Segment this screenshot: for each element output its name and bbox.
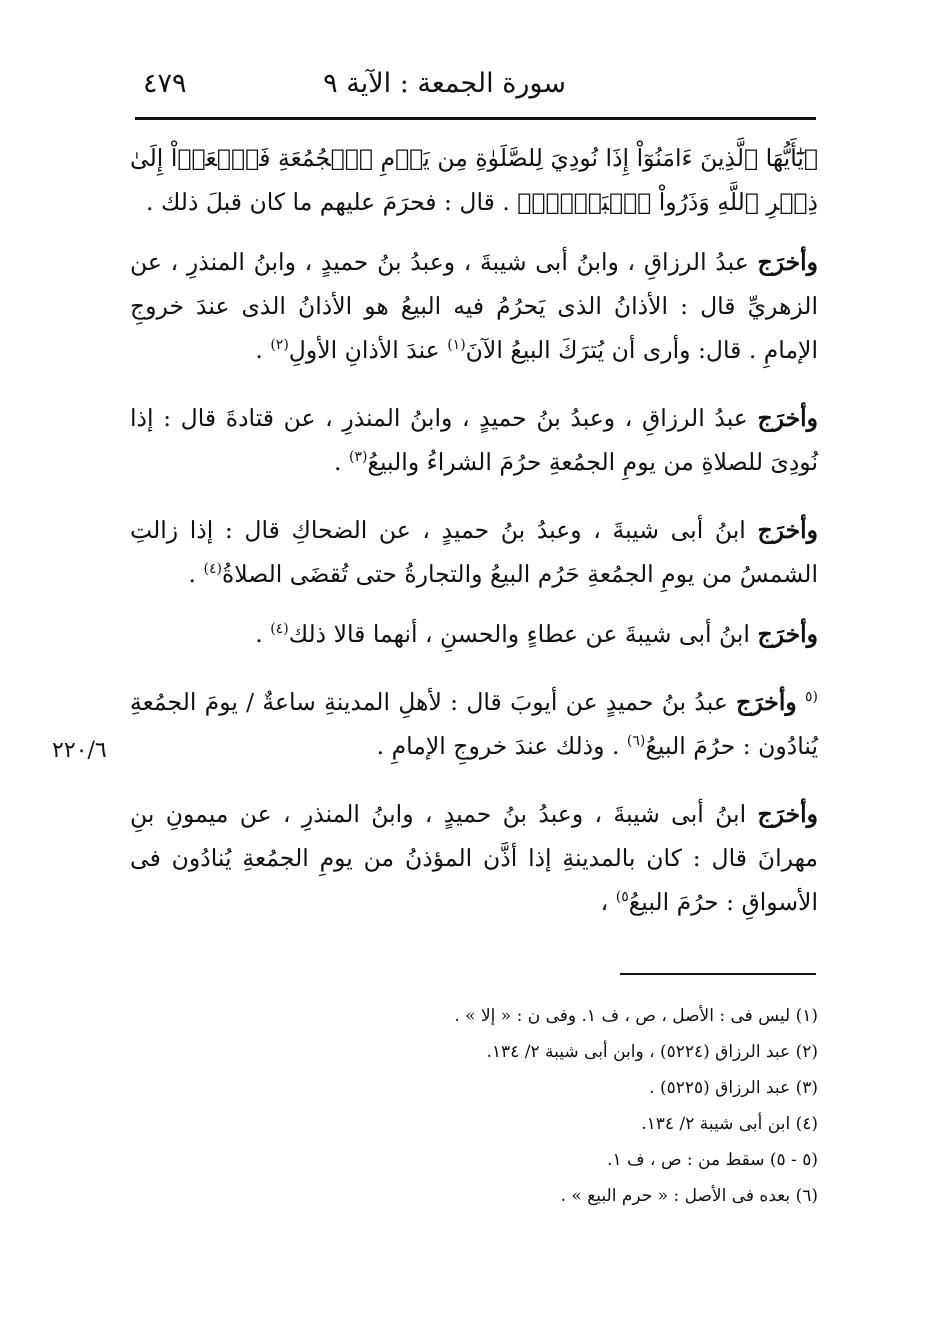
quran-verse-text: ﴿يَٰٓأَيُّهَا ٱلَّذِينَ ءَامَنُوٓاْ إِذَا نُودِيَ لِلصَّلَوٰةِ مِن يَوۡمِ ٱلۡجُمُعَةِ فَٱسۡعَوۡاْ إِلَىٰ ذِكۡرِ ٱللَّهِ وَذَرُواْ ٱلۡبَيۡعَۚ﴾ . قال : فحرَمَ عليهم ما كان قبلَ ذلك . xyxy=(130,144,818,216)
footnote-ref: (١) xyxy=(447,337,466,354)
footnotes xyxy=(300,998,818,1214)
paragraph-text: ابنُ أبى شيبةَ ، وعبدُ بنُ حميدٍ ، وابنُ المنذرِ ، عن ميمونِ بنِ مهرانَ قال : كان بالمدينةِ إذا أذَّن المؤذنُ من يومِ الجمُعةِ يُنادُون فى الأسواقِ : حرُمَ البيعُ xyxy=(130,800,818,916)
paragraph-lead: وأخرَج xyxy=(757,404,818,432)
paragraph-2 xyxy=(130,240,818,372)
paragraph-text: عبدُ الرزاقِ ، وعبدُ بنُ حميدٍ ، وابنُ المنذرِ ، عن قتادةَ قال : إذا نُودِىَ للصلاةِ من يومِ الجمُعةِ حرُمَ الشراءُ والبيعُ xyxy=(130,404,818,476)
paragraph-lead: وأخرَج xyxy=(757,516,818,544)
page-header xyxy=(135,68,816,108)
body-text xyxy=(130,136,818,948)
footnote: (١) ليس فى : الأصل ، ص ، ف ١. وفى ن : « إلا » . xyxy=(454,1006,818,1026)
paragraph-7 xyxy=(130,792,818,924)
paragraph-5 xyxy=(130,612,818,656)
footnote-ref: (٤) xyxy=(203,561,222,578)
footnote: (٤) ابن أبى شيبة ٢/ ١٣٤. xyxy=(641,1114,818,1134)
paragraph-1 xyxy=(130,136,818,224)
paragraph-text: عبدُ الرزاقِ ، وابنُ أبى شيبةَ ، وعبدُ بنُ حميدٍ ، وابنُ المنذرِ ، عن الزهريِّ قال : الأذانُ الذى يَحرُمُ فيه البيعُ هو الأذانُ الذى عندَ خروجِ الإمامِ . قال: وأرى أن يُترَكَ البيعُ الآنَ xyxy=(130,248,818,364)
paragraph-text: عندَ الأذانِ الأولِ xyxy=(288,336,440,364)
paragraph-tail: ، xyxy=(600,888,609,916)
paragraph-text: ابنُ أبى شيبةَ عن عطاءٍ والحسنِ ، أنهما قالا ذلك xyxy=(288,620,750,648)
header-rule xyxy=(135,117,816,120)
footnote: (٢) عبد الرزاق (٥٢٢٤) ، وابن أبى شيبة ٢/ ١٣٤. xyxy=(486,1042,818,1062)
paragraph-tail: . xyxy=(188,560,196,588)
paragraph-text: عبدُ بنُ حميدٍ عن أيوبَ قال : لأهلِ المدينةِ ساعةٌ / يومَ الجمُعةِ يُنادُون : حرُمَ البيعُ xyxy=(130,688,818,760)
footnote-ref: (٣) xyxy=(348,449,368,466)
margin-volume-page-ref: ٢٢٠/٦ xyxy=(52,738,107,763)
page-number: ٤٧٩ xyxy=(143,68,187,99)
footnote-ref: (٤) xyxy=(270,621,289,638)
paragraph-tail: . xyxy=(255,620,263,648)
footnote-rule xyxy=(620,973,816,975)
footnote-ref: (٢) xyxy=(270,337,289,354)
footnote-ref: (٦) xyxy=(626,733,646,750)
footnote: (٦) بعده فى الأصل : « حرم البيع » . xyxy=(560,1186,818,1206)
footnote-ref: ٥) xyxy=(615,889,629,906)
footnote: (٣) عبد الرزاق (٥٢٢٥) . xyxy=(649,1078,818,1098)
paragraph-tail: . xyxy=(255,336,263,364)
paragraph-lead: وأخرَج xyxy=(757,620,818,648)
paragraph-tail: . xyxy=(334,448,342,476)
paragraph-lead: وأخرَج xyxy=(757,248,818,276)
footnote-ref: (٥ xyxy=(805,689,818,706)
paragraph-4 xyxy=(130,508,818,596)
paragraph-text: ابنُ أبى شيبةَ ، وعبدُ بنُ حميدٍ ، عن الضحاكِ قال : إذا زالتِ الشمسُ من يومِ الجمُعةِ حَرُم البيعُ والتجارةُ حتى تُقضَى الصلاةُ xyxy=(130,516,818,588)
footnote: (٥ - ٥) سقط من : ص ، ف ١. xyxy=(607,1150,818,1170)
paragraph-lead: وأخرَج xyxy=(736,688,797,716)
paragraph-tail: . وذلك عندَ خروجِ الإمامِ . xyxy=(376,732,620,760)
paragraph-6 xyxy=(130,680,818,768)
running-title: سورة الجمعة : الآية ٩ xyxy=(323,68,566,99)
paragraph-3 xyxy=(130,396,818,484)
paragraph-lead: وأخرَج xyxy=(757,800,818,828)
